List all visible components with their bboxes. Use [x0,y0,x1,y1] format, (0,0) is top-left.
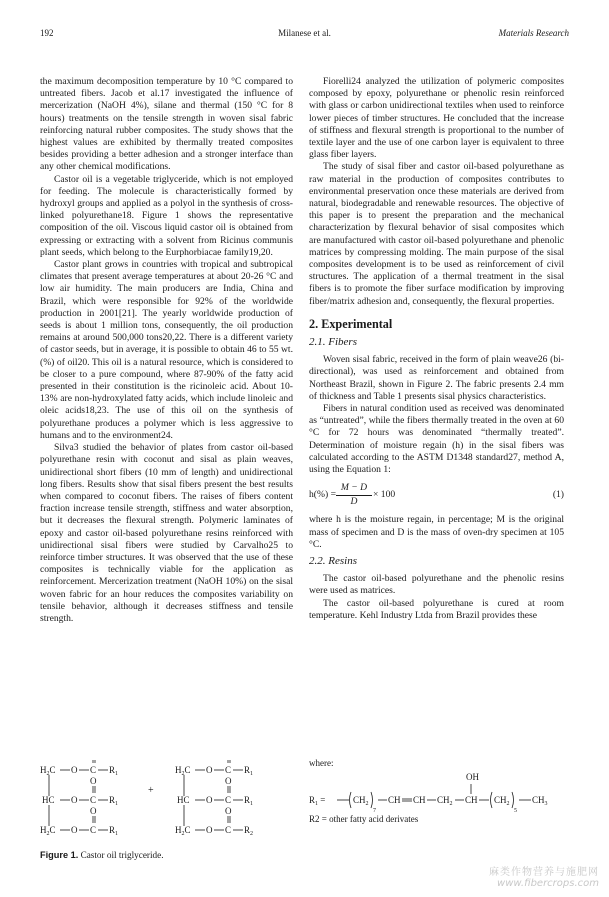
svg-text:O: O [206,825,213,835]
paragraph: Woven sisal fabric, received in the form of plain weave26 (bi-directional), was used as reinforcement and obtained from Northeast Brazil, shown in Figure 2. The fabric presents 2.4 mm of thickness and Table 1 presents sisal physics characteristics. [309,354,564,402]
svg-text:H2C: $H_2C$ [175,765,191,777]
plus-sign: + [148,785,154,796]
equation-rhs: × 100 [373,489,396,501]
right-column [309,76,564,622]
svg-text:O: O [71,825,78,835]
svg-text:H2C: $H_2C$ [40,825,56,837]
svg-text:CH3: $CH_3$ [532,795,548,807]
svg-text:CH: CH [388,795,401,805]
svg-text:C: C [225,765,232,775]
svg-text:O: O [90,806,97,816]
svg-text:OH: OH [466,772,479,782]
svg-text:R1 =: $R_1$ = [309,795,326,807]
svg-text:O: O [225,776,232,786]
svg-text:O: O [90,776,97,786]
subsection-title: 2.2. Resins [309,554,357,567]
paragraph: Silva3 studied the behavior of plates from castor oil-based polyurethane resin with coconut and sisal as plain weaves, unidirectional short fibers (10 mm of length) and unidirectional long fibers. Results show that sisal fibers present the best results when compared to coconut fibers. The raises of fibers content fraction increase tensile strength, stiffness and water absorption, but it decreases the flexural strength. Polymeric laminates of epoxy and castor oil-based polyurethane resins reinforced with unidirectional sisal fibers were studied by Carvalho25 to reinforce timber structures. It was observed that the use of these composites is technically viable for the application as reinforcement. Mercerization treatment (NaOH 10%) on the sisal woven fabric for an hour reduces the composites variability on tensile behavior, although it decreases stiffness and tensile strength. [40,442,293,624]
left-column [40,76,293,625]
svg-text:C: C [225,795,232,805]
paragraph: Castor oil is a vegetable triglyceride, which is not employed for feeding. The molecule is characteristically formed by hydroxyl groups and applied as a polyol in the synthesis of cross-linked polyurethane18. Figure 1 shows the representative composition of the oil. Viscous liquid castor oil is obtained from expressing or extracting with a solvent from Ricinus communis plant seeds, which belong to the Eurphorbiacae family19,20. [40,173,293,258]
svg-text:C: C [90,795,97,805]
paragraph: Fibers in natural condition used as received was denominated as “untreated”, while the fibers thermally treated in the oven at 60 °C for 72 hours was denominated “thermally treated”. Determination of moisture regain (h) in the sisal fibers was calculated according to the ASTM D1348 standard27, method A, using the Equation 1: [309,403,564,476]
svg-text:5: 5 [514,808,517,814]
svg-text:R1: $R_1$ [244,765,254,777]
r2-definition: R2 = other fatty acid derivates [309,814,419,824]
paragraph: The castor oil-based polyurethane is cured at room temperature. Kehl Industry Ltda from Brazil provides these [309,597,564,621]
page-number: 192 [40,28,54,38]
equation-denominator: D [350,495,358,507]
svg-text:CH2: $CH_2$ [353,795,369,807]
svg-text:R2: $R_2$ [244,825,254,837]
svg-text:R1: $R_1$ [109,765,119,777]
equation-fraction [336,482,372,507]
watermark-url: www.fibercrops.com [497,878,599,889]
triglyceride-drawing [40,760,290,850]
svg-text:C: C [90,765,97,775]
page-header [40,28,569,42]
subsection-title: 2.1. Fibers [309,336,357,349]
svg-text:O: O [225,806,232,816]
watermark-cn: 麻类作物营养与施肥网 [489,867,599,878]
svg-text:CH2: $CH_2$ [494,795,510,807]
svg-text:C: C [90,825,97,835]
figure-caption-text: Castor oil triglyceride. [80,850,164,860]
svg-text:O: O [71,765,78,775]
triglyceride-structure [40,760,290,850]
section-title: 2. Experimental [309,316,393,331]
svg-text:O: O [206,765,213,775]
journal-name: Materials Research [498,28,569,38]
svg-text:C: C [225,825,232,835]
watermark [489,863,599,889]
svg-text:7: 7 [373,808,376,814]
svg-text:CH2: $CH_2$ [437,795,453,807]
paragraph: the maximum decomposition temperature by 10 °C compared to untreated fibers. Jacob et al.17 investigated the influence of mercerization (NaOH 4%), silane and thermal (150 °C for 8 hours) treatments on the tensile strength in woven sisal fabric reinforcing natural rubber composites. The study shows that the highest values are exhibited by thermally treated composites besides providing a better adhesion and a stronger interface than any other chemical modifications. [40,76,293,173]
running-authors: Milanese et al. [278,28,331,38]
paragraph: Castor plant grows in countries with tropical and subtropical climates that present average temperatures at about 20-26 °C and low air humidity. The main producers are India, China and Brazil, which were responsible for 92% of the worldwide production in 2001[21]. The yearly worldwide production of seeds is about 1 million tons, consequently, the oil production remains at around 500,000 tons20,22. There is a different variety of castor seeds, but in average, it is possible to obtain 46 to 55 wt. (%) of oil20. This oil is a natural resource, which is considered to be closer to a pure compound, where 87-90% of the fatty acid presented in their constitution is the ricinoleic acid. About 10-13% are non-hydroxylated fatty acids, which include linoleic and oleic acids18,23. The use of this oil on the synthesis of polyurethane produces a polymer which is less aggressive to humans and to the environment24. [40,259,293,441]
svg-text:H2C: $H_2C$ [40,765,56,777]
svg-text:R1: $R_1$ [109,825,119,837]
figure-caption [40,850,164,860]
svg-text:R1: $R_1$ [244,795,254,807]
r-group-definition [309,750,569,840]
svg-text:O: O [71,795,78,805]
equation-1 [309,482,564,508]
svg-text:CH: CH [413,795,426,805]
where-label: where: [309,758,334,768]
equation-lhs: h(%) = [309,489,336,501]
svg-text:HC: HC [177,795,190,805]
paragraph: Fiorelli24 analyzed the utilization of polymeric composites composed by epoxy, polyurethane or phenolic resin reinforced with glass or carbon unidirectional textiles when used to reinforce lower pieces of timber structures. He concluded that the increase of stiffness and flexural strength is proportional to the number of textile layer and the use of one carbon layer is equivalent to three glass fiber layers. [309,76,564,161]
svg-text:O: O [206,795,213,805]
paragraph: The castor oil-based polyurethane and the phenolic resins were used as matrices. [309,573,564,597]
svg-text:HC: HC [42,795,55,805]
paragraph: where h is the moisture regain, in percentage; M is the original mass of specimen and D is the mass of oven-dry specimen at 105 °C. [309,514,564,550]
paragraph: The study of sisal fiber and castor oil-based polyurethane as raw material in the production of composites contributes to environmental preservation once these materials are derived from natural, biodegradable and renewable resources. The objective of this paper is to present the preparation and the mechanical characterization by flexural behavior of sisal composites which are manufactured with castor oil-based polyurethane and phenolic matrices by compressing molding. The main purpose of the sisal composites development is to be used as reinforcement of civil structures. The application of a thermal treatment in the sisal fibers is to promote the fiber surface modification by improving fiber/matrix adhesion and, consequently, the flexural properties. [309,161,564,307]
svg-text:CH: CH [465,795,478,805]
equation-number: (1) [552,489,564,501]
figure-caption-label: Figure 1. [40,850,79,860]
svg-text:H2C: $H_2C$ [175,825,191,837]
svg-text:R1: $R_1$ [109,795,119,807]
equation-numerator: M − D [336,482,372,495]
